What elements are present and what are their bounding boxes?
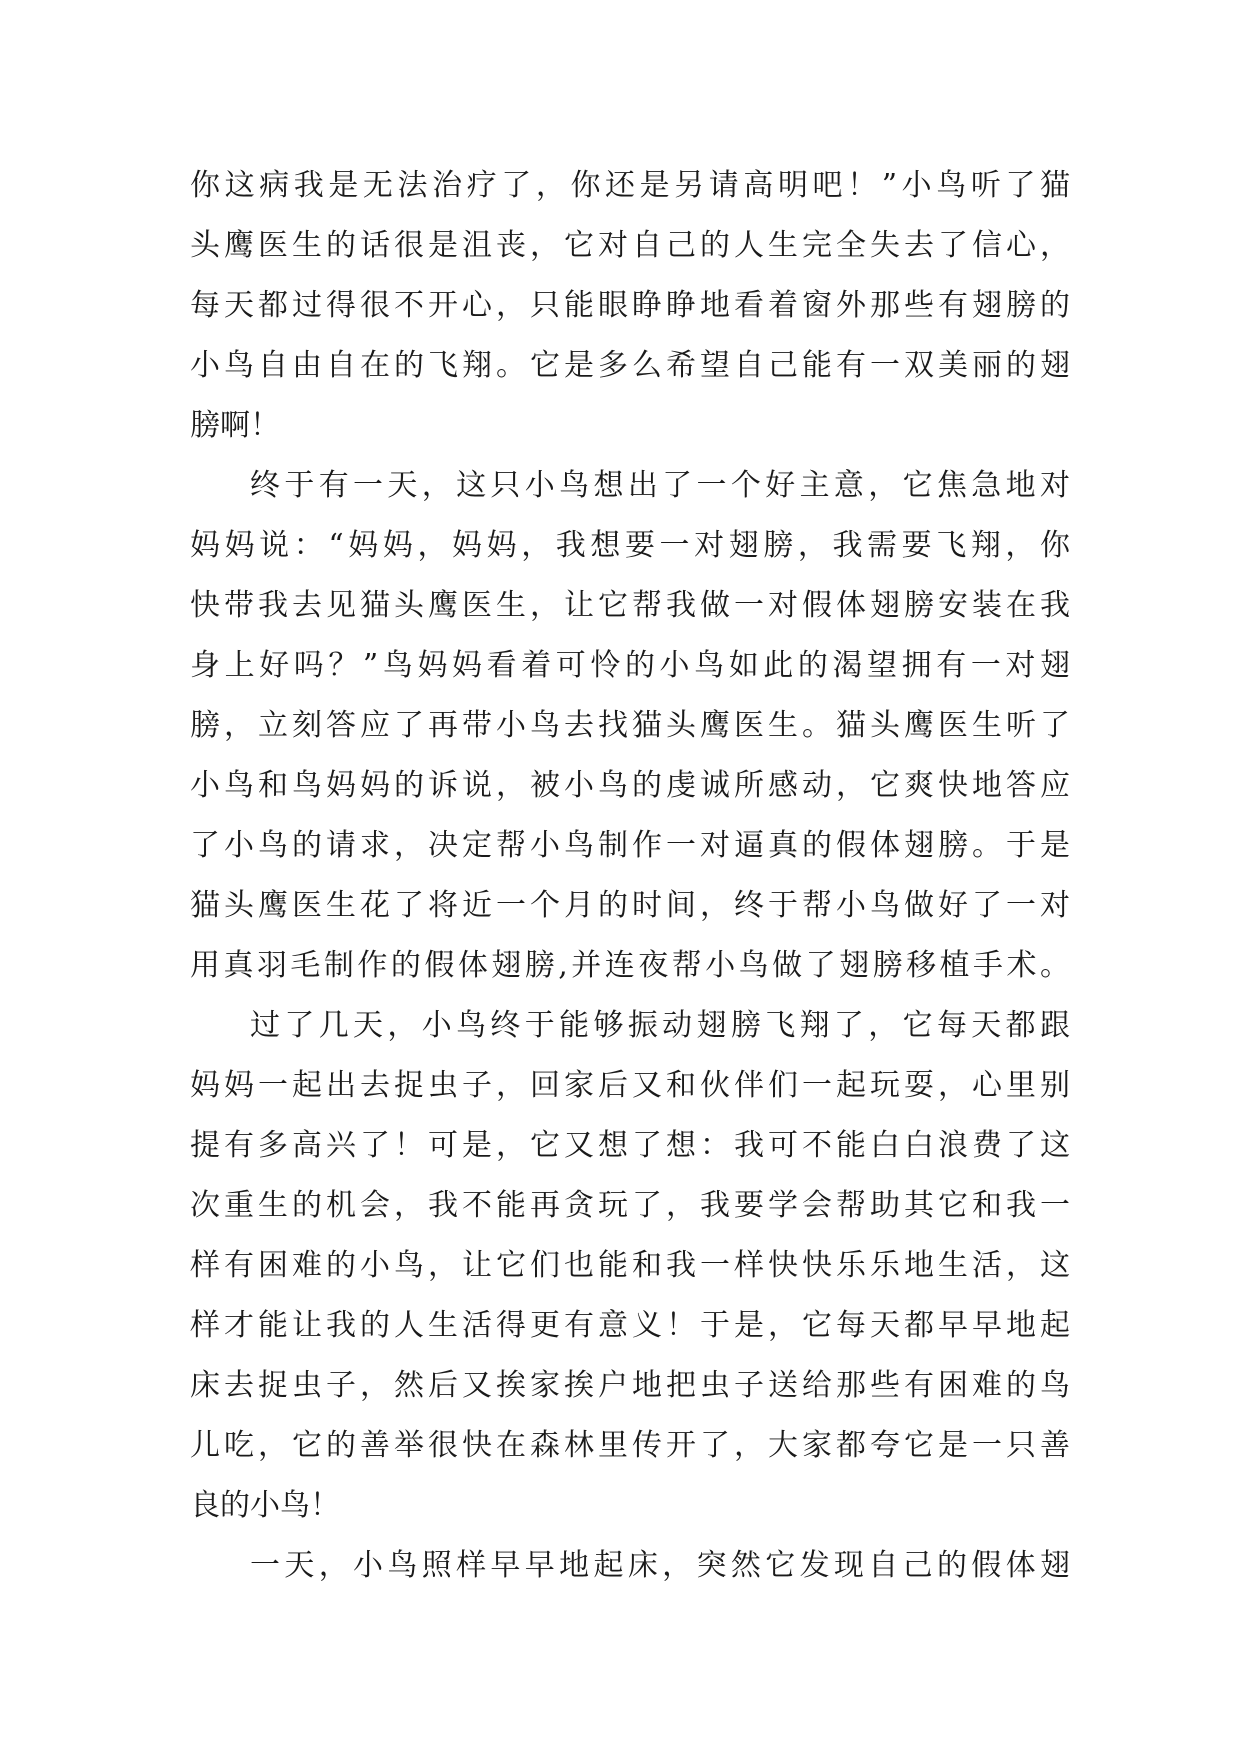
text-line: 每天都过得很不开心，只能眼睁睁地看着窗外那些有翅膀的 [190,288,1070,323]
text-line: 头鹰医生的话很是沮丧，它对自己的人生完全失去了信心， [190,228,1070,263]
text-line: 样有困难的小鸟，让它们也能和我一样快快乐乐地生活，这 [190,1248,1070,1283]
text-line: 提有多高兴了！可是，它又想了想：我可不能白白浪费了这 [190,1128,1070,1163]
text-line: 儿吃，它的善举很快在森林里传开了，大家都夸它是一只善 [190,1428,1070,1463]
text-line: 妈妈一起出去捉虫子，回家后又和伙伴们一起玩耍，心里别 [190,1068,1070,1103]
text-line: 你这病我是无法治疗了，你还是另请高明吧！”小鸟听了猫 [190,168,1070,203]
text-line: 样才能让我的人生活得更有意义！于是，它每天都早早地起 [190,1308,1070,1343]
story-text [190,156,1070,1596]
text-line: 用真羽毛制作的假体翅膀,并连夜帮小鸟做了翅膀移植手术。 [190,948,1070,983]
text-line: 了小鸟的请求，决定帮小鸟制作一对逼真的假体翅膀。于是 [190,828,1070,863]
text-line: 床去捉虫子，然后又挨家挨户地把虫子送给那些有困难的鸟 [190,1368,1070,1403]
paragraph-start-line: 终于有一天，这只小鸟想出了一个好主意，它焦急地对 [250,468,1070,503]
text-line: 身上好吗？”鸟妈妈看着可怜的小鸟如此的渴望拥有一对翅 [190,648,1070,683]
text-line: 妈妈说：“妈妈，妈妈，我想要一对翅膀，我需要飞翔，你 [190,528,1070,563]
text-line: 小鸟自由自在的飞翔。它是多么希望自己能有一双美丽的翅 [190,348,1070,383]
text-line: 快带我去见猫头鹰医生，让它帮我做一对假体翅膀安装在我 [190,588,1070,623]
text-line: 膀，立刻答应了再带小鸟去找猫头鹰医生。猫头鹰医生听了 [190,708,1070,743]
paragraph-start-line: 一天，小鸟照样早早地起床，突然它发现自己的假体翅 [250,1548,1070,1583]
text-line: 次重生的机会，我不能再贪玩了，我要学会帮助其它和我一 [190,1188,1070,1223]
text-line: 良的小鸟！ [190,1488,340,1523]
paragraph-start-line: 过了几天，小鸟终于能够振动翅膀飞翔了，它每天都跟 [250,1008,1070,1043]
text-line: 猫头鹰医生花了将近一个月的时间，终于帮小鸟做好了一对 [190,888,1070,923]
text-line: 膀啊！ [190,408,280,443]
text-line: 小鸟和鸟妈妈的诉说，被小鸟的虔诚所感动，它爽快地答应 [190,768,1070,803]
